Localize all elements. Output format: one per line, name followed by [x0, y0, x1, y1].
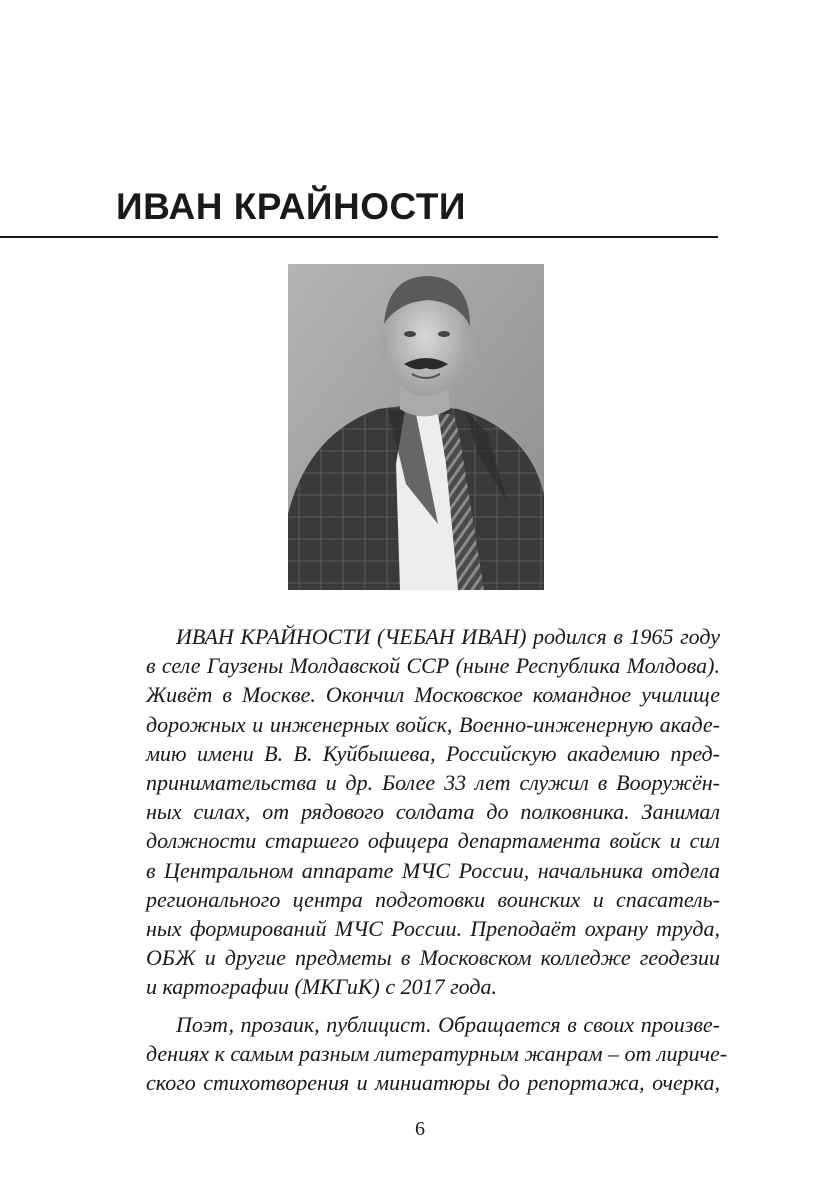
title-divider [0, 236, 718, 238]
bio-line: Живёт в Москве. Окончил Московское командное училище [146, 682, 720, 708]
bio-line: мию имени В. В. Куйбышева, Российскую академию пред- [146, 740, 720, 766]
bio-line: в Центральном аппарате МЧС России, начальника отдела [146, 857, 720, 883]
bio-line: регионального центра подготовки воинских и спасатель- [146, 886, 720, 912]
bio-paragraph-1 [116, 622, 720, 1002]
author-portrait [288, 264, 544, 590]
bio-line: ского стихотворения и миниатюры до репортажа, очерка, [146, 1070, 720, 1096]
bio-line: дорожных и инженерных войск, Военно-инженерную акаде- [146, 711, 720, 737]
bio-paragraph-2 [116, 1010, 728, 1098]
page-title: ИВАН КРАЙНОСТИ [116, 186, 467, 227]
bio-line: ОБЖ и другие предметы в Московском колледже геодезии [146, 945, 720, 971]
bio-line: ИВАН КРАЙНОСТИ (ЧЕБАН ИВАН) родился в 1965 году [176, 624, 720, 649]
bio-line: должности старшего офицера департамента войск и сил [146, 828, 720, 854]
bio-line: ных формирований МЧС России. Преподаёт охрану труда, [146, 916, 720, 942]
bio-line: дениях к самым разным литературным жанрам – от лириче- [146, 1040, 728, 1066]
bio-line: в селе Гаузены Молдавской ССР (ныне Республика Молдова). [146, 653, 720, 679]
bio-line: и картографии (МКГиК) с 2017 года. [146, 974, 498, 1000]
author-biography [116, 622, 728, 1097]
page-number: 6 [415, 1118, 425, 1140]
portrait-photo-icon [288, 264, 544, 590]
bio-line: Поэт, прозаик, публицист. Обращается в своих произве- [176, 1011, 720, 1037]
bio-line: принимательства и др. Более 33 лет служил в Вооружён- [146, 770, 720, 796]
bio-line: ных силах, от рядового солдата до полковника. Занимал [146, 799, 720, 825]
